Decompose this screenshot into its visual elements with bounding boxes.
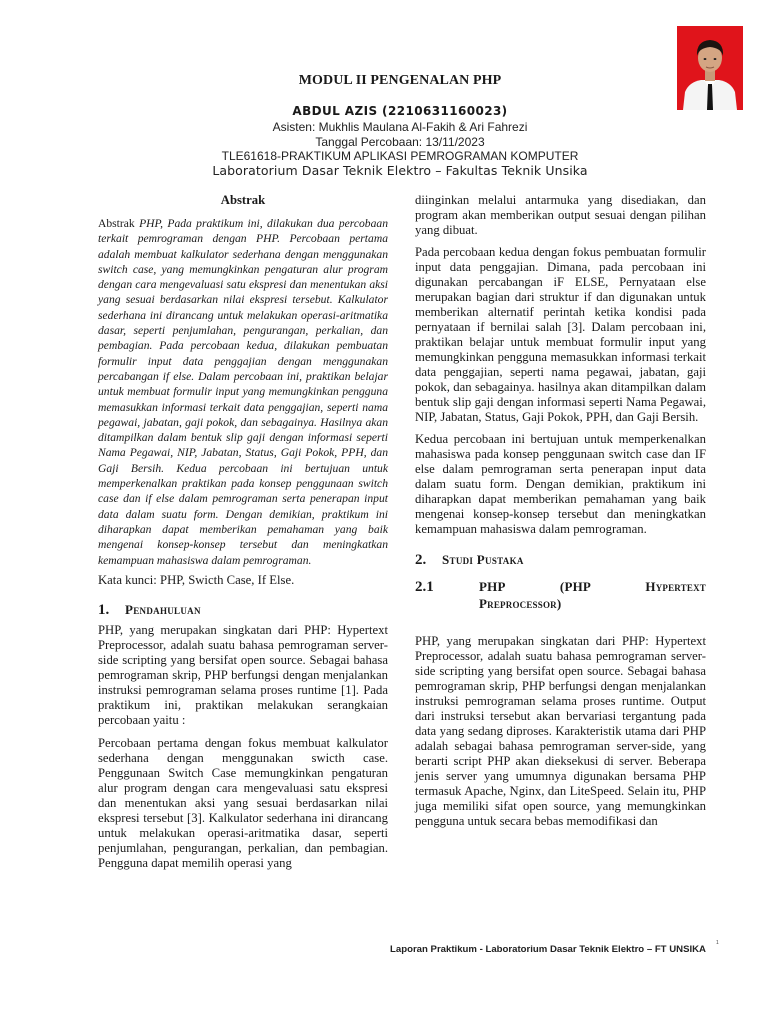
right-column: [415, 193, 706, 836]
author-photo: [677, 26, 743, 110]
subsection-title: [479, 578, 706, 612]
section-number: 2.: [415, 552, 427, 568]
assistants-line: Asisten: Mukhlis Maulana Al-Fakih & Ari Fahrezi: [272, 120, 528, 134]
section-number: 1.: [98, 601, 110, 618]
author-name: ABDUL AZIS (2210631160023): [292, 104, 508, 118]
section-title: Studi Pustaka: [442, 552, 524, 567]
lab-line: Laboratorium Dasar Teknik Elektro – Fakultas Teknik Unsika: [212, 163, 588, 178]
subsection-title-line2: Preprocessor): [479, 596, 562, 611]
paragraph: Kedua percobaan ini bertujuan untuk memperkenalkan mahasiswa pada konsep penggunaan switch case dan IF else dalam pemrograman serta penerapan input data dalam suatu form. Dengan demikian, praktikum ini diharapkan dapat memberikan pemahaman yang baik mengenai konsep-konsep tersebut dan meningkatkan kemampuan mahasiswa dalam pemrograman.: [415, 432, 706, 536]
subsection-number: 2.1: [415, 579, 434, 595]
keywords: Kata kunci: PHP, Swicth Case, If Else.: [98, 572, 295, 587]
paragraph: Percobaan pertama dengan fokus membuat kalkulator sederhana dengan menggunakan swicth case. Penggunaan Switch Case memungkinkan pengaturan alur program dengan cara mengevaluasi satu ekspresi dan menentukan aksi yang sesuai berdasarkan nilai ekspresi tersebut [3]. Kalkulator sederhana ini dirancang untuk melakukan operasi-aritmatika dasar, seperti penjumlahan, pengurangan, perkalian, dan pembagian. Pengguna dapat memilih operasi yang: [98, 735, 388, 870]
paragraph: PHP, yang merupakan singkatan dari PHP: Hypertext Preprocessor, adalah suatu bahasa pemrograman server-side scripting yang bersifat open source. Sebagai bahasa pemrograman skrip, PHP berfungsi dengan menjalankan instruksi pemrograman selama proses runtime [1]. Pada praktikum ini, praktikan melakukan serangkaian percobaan yaitu :: [98, 622, 388, 727]
course-line: TLE61618-PRAKTIKUM APLIKASI PEMROGRAMAN KOMPUTER: [221, 149, 579, 163]
section-heading-1: [98, 602, 388, 618]
paper-title: MODUL II PENGENALAN PHP: [298, 73, 502, 88]
page-number: 1: [716, 940, 719, 946]
paragraph: PHP, yang merupakan singkatan dari PHP: Hypertext Preprocessor, adalah suatu bahasa pemrograman server-side scripting yang bersifat open source. Sebagai bahasa pemrograman skrip, PHP berfungsi dengan menjalankan instruksi pemrograman selama proses runtime. Output dari instruksi tersebut akan bervariasi tergantung pada data yang sedang diproses. Karakteristik utama dari PHP adalah sebagai bahasa pemrograman server-side, yang berarti script PHP akan dieksekusi di server. Beberapa jenis server yang umumnya digunakan bersama PHP termasuk Apache, Nginx, dan LiteSpeed. Selain itu, PHP juga memiliki sifat open source, yang memungkinkan pengguna untuk secara bebas memodifikasi dan: [415, 634, 706, 828]
date-line: Tanggal Percobaan: 13/11/2023: [315, 135, 485, 149]
section-heading-2: [415, 552, 706, 568]
abstract-text: [98, 216, 388, 568]
abstract-lead: Abstrak: [98, 217, 135, 230]
subsection-title-line1: PHP (PHP Hypertext: [479, 579, 706, 594]
section-title: Pendahuluan: [125, 601, 201, 617]
paragraph: diinginkan melalui antarmuka yang disediakan, dan program akan memberikan output sesuai dengan pilihan yang dibuat.: [415, 193, 706, 237]
abstract-heading: Abstrak: [220, 193, 266, 207]
subsection-heading: [415, 578, 706, 612]
abstract-body: PHP, Pada praktikum ini, dilakukan dua percobaan terkait pemrograman dengan PHP. Percobaan pertama adalah membuat kalkulator sederhana dengan menggunakan switch case, yang memungkinkan pengaturan alur program dengan cara mengevaluasi satu ekspresi dan menentukan aksi yang sesuai berdasarkan nilai ekspresi tersebut. Kalkulator sederhana ini dirancang untuk melakukan operasi-aritmatika dasar, seperti penjumlahan, pengurangan, perkalian, dan pembagian. Pada percobaan kedua, dilakukan pembuatan formulir input data penggajian dengan menggunakan percabangan if else. Dalam percobaan ini, praktikan belajar untuk membuat formulir input yang memungkinkan pengguna memasukkan informasi terkait data penggajian, seperti nama pegawai, jabatan, gaji pokok, dan sebagainya. Hasilnya akan ditampilkan dalam bentuk slip gaji dengan informasi seperti Nama Pegawai, NIP, Jabatan, Status, Gaji Pokok, PPH, dan Gaji Bersih. Kedua percobaan ini bertujuan untuk memperkenalkan praktikan pada konsep penggunaan switch case dan if else dalam pemrograman serta penerapan input data dalam suatu form. Dengan demikian, praktikum ini diharapkan dapat memberikan pemahaman yang baik mengenai konsep-konsep tersebut dan meningkatkan kemampuan mahasiswa dalam pemrograman.: [98, 217, 388, 567]
page-footer: Laporan Praktikum - Laboratorium Dasar Teknik Elektro – FT UNSIKA: [390, 944, 706, 955]
paragraph: Pada percobaan kedua dengan fokus pembuatan formulir input data penggajian. Dimana, pada percobaan ini digunakan percabangan iF ELSE, Pernyataan else merupakan bagian dari struktur if dan digunakan untuk memberikan alternatif perintah ketika kondisi pada pernyataan if bernilai salah [3]. Dalam percobaan ini, praktikan belajar untuk membuat formulir input yang memungkinkan pengguna memasukkan informasi terkait data penggajian, seperti nama pegawai, jabatan, gaji pokok, dan sebagainya. hasilnya akan ditampilkan dalam bentuk slip gaji dengan informasi seperti Nama Pegawai, NIP, Jabatan, Status, Gaji Pokok, PPH, dan Gaji Bersih.: [415, 245, 706, 424]
left-column: [98, 193, 388, 871]
